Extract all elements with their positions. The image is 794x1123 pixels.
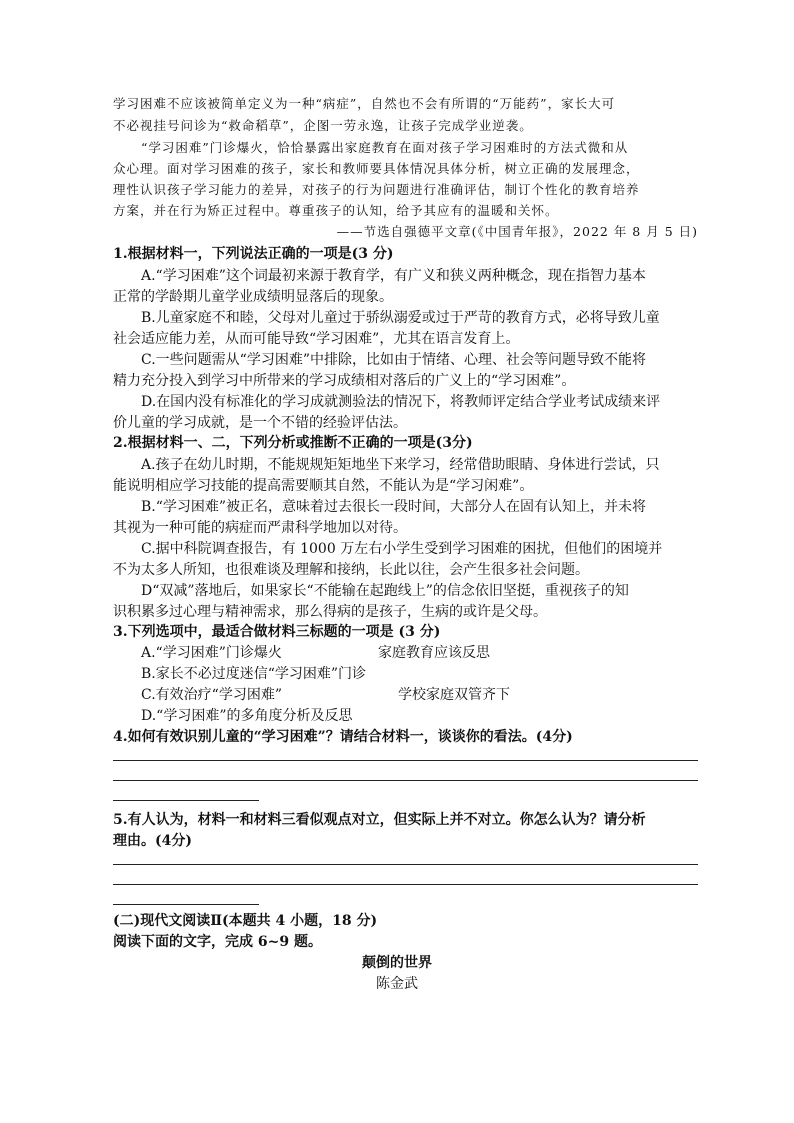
q3-option-a-subtitle: 家庭教育应该反思 [378, 645, 490, 661]
passage-p2-line4: 方案，并在行为矫正过程中。尊重孩子的认知，给予其应有的温暖和关怀。 [113, 203, 559, 218]
q3-option-b: B.家长不必过度迷信“学习困难”门诊 [141, 666, 367, 682]
q5-answer-line-2[interactable] [113, 884, 698, 885]
q5-stem-line2: 理由。(4分) [113, 833, 192, 849]
passage-p2-line3: 理性认识孩子学习能力的差异，对孩子的行为问题进行准确评估，制订个性化的教育培养 [113, 182, 640, 197]
q1-option-a-line2: 正常的学龄期儿童学业成绩明显落后的现象。 [113, 289, 393, 305]
q3-option-c: C.有效治疗“学习困难” [141, 687, 282, 703]
passage-p1-line2: 不必视挂号问诊为“救命稻草”，企图一劳永逸，让孩子完成学业逆袭。 [113, 118, 533, 133]
q5-stem-line1: 5.有人认为，材料一和材料三看似观点对立，但实际上并不对立。你怎么认为？请分析 [113, 812, 646, 828]
q1-option-d-line1: D.在国内没有标准化的学习成就测验法的情况下，将教师评定结合学业考试成绩来评 [141, 394, 661, 410]
passage-source: ——节选自强德平文章(《中国青年报》，2022 年 8 月 5 日) [336, 224, 698, 239]
q2-option-a-line1: A.孩子在幼儿时期，不能规规矩矩地坐下来学习，经常借助眼睛、身体进行尝试，只 [141, 457, 660, 473]
q4-stem: 4.如何有效识别儿童的“学习困难”？请结合材料一，谈谈你的看法。(4分) [113, 729, 573, 745]
q2-option-d-line2: 识积累多过心理与精神需求，那么得病的是孩子，生病的或许是父母。 [113, 604, 547, 620]
passage-p2-line1: “学习困难”门诊爆火，恰恰暴露出家庭教育在面对孩子学习困难时的方法式微和从 [141, 140, 629, 155]
q3-option-d: D.“学习困难”的多角度分析及反思 [141, 708, 353, 724]
q1-option-a-line1: A.“学习困难”这个词最初来源于教育学，有广义和狭义两种概念，现在指智力基本 [141, 268, 646, 284]
section2-header: (二)现代文阅读Ⅱ(本题共 4 小题，18 分) [113, 913, 378, 929]
q1-option-c-line1: C.一些问题需从“学习困难”中排除，比如由于情绪、心理、社会等问题导致不能将 [141, 352, 646, 368]
story-author: 陈金武 [376, 976, 418, 992]
q2-option-c-line1: C.据中科院调查报告，有 1000 万左右小学生受到学习困难的困扰，但他们的困境并 [141, 541, 663, 557]
q1-option-b-line2: 社会适应能力差，从而可能导致“学习困难”，尤其在语言发育上。 [113, 331, 520, 347]
q1-stem: 1.根据材料一，下列说法正确的一项是(3 分) [113, 246, 394, 262]
q4-answer-line-2[interactable] [113, 780, 698, 781]
q1-option-d-line2: 价儿童的学习成就，是一个不错的经验评估法。 [113, 415, 407, 431]
q3-option-c-subtitle: 学校家庭双管齐下 [398, 687, 510, 703]
q1-option-b-line1: B.儿童家庭不和睦，父母对儿童过于骄纵溺爱或过于严苛的教育方式，必将导致儿童 [141, 310, 660, 326]
q3-stem: 3.下列选项中，最适合做材料三标题的一项是 (3 分) [113, 624, 441, 640]
q2-option-a-line2: 能说明相应学习技能的提高需要顺其自然，不能认为是“学习闲难”。 [113, 478, 534, 494]
story-title: 颠倒的世界 [362, 955, 432, 971]
passage-p2-line2: 众心理。面对学习困难的孩子，家长和教师要具体情况具体分析，树立正确的发展理念， [113, 161, 640, 176]
q2-option-b-line2: 其视为一种可能的病症而严肃科学地加以对待。 [113, 520, 407, 536]
q2-option-c-line2: 不为太多人所知，也很难谈及理解和接纳，长此以往，会产生很多社会问题。 [113, 562, 589, 578]
q4-answer-line-3[interactable] [113, 800, 259, 801]
q2-option-d-line1: D“双减”落地后，如果家长“不能输在起跑线上”的信念依旧坚挺，重视孩子的知 [141, 583, 629, 599]
q5-answer-line-1[interactable] [113, 864, 698, 865]
section2-instruction: 阅读下面的文字，完成 6~9 题。 [113, 934, 322, 950]
passage-p1-line1: 学习困难不应该被简单定义为一种“病症”，自然也不会有所谓的“万能药”，家长大可 [113, 96, 616, 111]
q4-answer-line-1[interactable] [113, 760, 698, 761]
q1-option-c-line2: 精力充分投入到学习中所带来的学习成绩相对落后的广义上的“学习困难”。 [113, 373, 576, 389]
q2-option-b-line1: B.“学习困难”被正名，意味着过去很长一段时间，大部分人在固有认知上，并未将 [141, 499, 647, 515]
q2-stem: 2.根据材料一、二，下列分析或推断不正确的一项是(3分) [113, 435, 473, 451]
q5-answer-line-3[interactable] [113, 904, 259, 905]
q3-option-a: A.“学习困难”门诊爆火 [141, 645, 282, 661]
